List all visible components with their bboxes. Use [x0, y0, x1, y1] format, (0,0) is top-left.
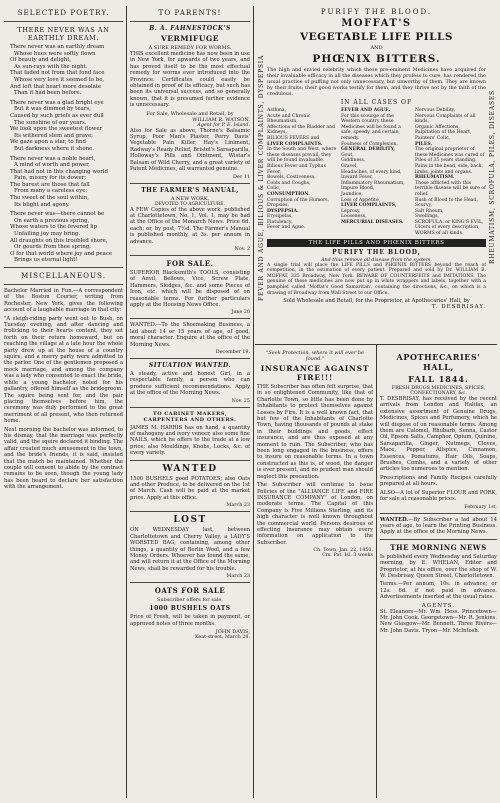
poem-line: Of beauty and delight,: [10, 57, 72, 64]
ad-subtitle: DEVOTED TO AGRICULTURE.: [155, 201, 225, 207]
case-item: GENERAL DEBILITY,: [341, 147, 395, 153]
case-item: Impure Blood,: [341, 186, 375, 192]
divider: [130, 255, 250, 256]
ad-title-life-pills: VEGETABLE LIFE PILLS: [300, 31, 453, 43]
case-item: Gravel,: [341, 163, 358, 169]
ad-title-lost: LOST: [173, 515, 207, 526]
ad-title-wanted: WANTED: [162, 463, 218, 474]
case-item: Nervous Debility,: [415, 108, 456, 113]
ad-body: THIS excellent medicine has now been in use in New York, for upwards of two years, and has proved itself to be the most effectual remedy for worms ever introduced into the Province. Certificates could easily be obtained in proof of its efficacy, but such has been its universal success, and so generally known, that it is presumed further evidence is unnecessary.: [130, 51, 250, 109]
ad-footer-subtitle: And thus remove all disease from the system.: [321, 257, 432, 263]
ad-body: A steady, active and honest Girl, in a respectable family, a person who can produce sufficient recommendations. Apply at the office of the Morning News.: [130, 371, 250, 397]
ad-title-for-sale: FOR SALE.: [166, 258, 214, 268]
poem-line: The sweet of the soul within,: [10, 195, 89, 202]
ad-quote: "Seek Protection, where it will ever be found.": [266, 350, 364, 362]
case-item: CONSUMPTION.: [267, 191, 310, 197]
ad-body: A FEW Copies of the above work, published at Charlottetown, No. 1, Vol. 1, may be had at the Office of the Monarch News. Price 6d. each; or, by post, 7½d. The Farmer's Manual is published monthly, at 3s. per annum in advance.: [130, 206, 250, 245]
ad-body: ALSO—A lot of Superior FLOUR and PORK, for sale at reasonable prices.: [380, 489, 497, 503]
ad-agent-sub: Agent for P. E. Island.: [197, 122, 250, 128]
case-item: Bowels, Costiveness,: [267, 175, 316, 181]
masthead-morning-news: THE MORNING NEWS: [390, 542, 487, 552]
case-item: Corruption of the Humors,: [267, 197, 330, 203]
vertical-side-text-right: RHEUMATISM, SCROFULA, PILES, DISEASES: [489, 90, 496, 265]
divider: [130, 582, 250, 583]
ad-sale-line: For Sale, Wholesale and Retail, by: [146, 110, 234, 117]
ad-date: Dec 11: [233, 174, 250, 180]
poem-line: There never was—there cannot be: [10, 211, 105, 218]
ad-title-insurance: INSURANCE AGAINST FIRE!!!: [260, 364, 370, 382]
article-paragraph: "A sleigh-riding party went out to Bush, on Tuesday evening, and after dancing and frolicking to their hearts content, they set forth on their return homeward, but on reaching the village at a late hour the whole party drew up at the house of a country squire, and a merry party were admitted to the parlor. One of the gentlemen proposed a mock marriage, and among the company was a lady who consented to enact the bride, while a young bachelor, noted for his gallantry, offered himself as the bridegroom. The squire being sent for, and the pair placing themselves before him, the ceremony was duly performed to the great merriment of all present, who then returned home.: [4, 315, 123, 425]
divider: [380, 539, 497, 540]
ad-sold-line: Sold Wholesale and Retail, for the Proprietor, at Apothecaries' Hall, by: [283, 298, 470, 305]
cases-column-left: [267, 108, 338, 237]
ad-subtitle: Subscriber offers for sale,: [157, 597, 223, 604]
case-item: MERCURIAL DISEASES.: [341, 219, 404, 225]
agents-list: St. Eleanors—Mr. Wm. Hess. Princetown—Mr. John Cook. Georgetown—Mr. R. Jenkins. New Glasgow—Mr. Bennett. Three Rivers—Mr. John Davis. Tryon—Mr. McIntosh.: [380, 608, 497, 634]
ad-title-vermifuge: VERMIFUGE: [160, 34, 220, 43]
ad-body: THE Subscriber has often felt surprise, that in so enlightened Community, like that of Charlotte Town, so little has been done by Inhabitants to protect themselves against Losses by Fire. It is a well known fact, that but few of the Inhabitants of Charlotte Town, having thousands of pounds at stake in their buildings and goods, effect insurance, and are thus exposed at any moment to ruin. The Subscriber, who has been long engaged in the business, offers to insure on reasonable terms. In a town constructed as this is, of wood, the danger is ever present, and no prudent man should neglect this precaution.: [257, 384, 373, 480]
poem-line: Whose hues were softly flown: [14, 50, 96, 57]
ad-body: Also for Sale as above, Thorne's Balsamic Syrup, Poor Man's Plaster, Perry Davis' Vegetable Pain Killer, Hay's Liniment, Radway's Ready Relief, Bristol's Sarsaparilla, Holloway's Pills and Ointment, Wistar's Balsam of Wild Cherry, and a great variety of Patent Medicines, all warranted genuine.: [130, 127, 250, 173]
ad-body: 1500 BUSHELS good POTATOES; also Oats and other Produce, to be delivered on the 1st of March. Cash will be paid at the market price. Apply at this office.: [130, 475, 250, 501]
case-item: The original proprietor of these Medicines was cured of Piles of 35 years standing.: [415, 147, 485, 164]
ad-banner: PURIFY THE BLOOD.: [320, 8, 433, 16]
poem-line: Unfailing joy may bring.: [14, 231, 81, 238]
case-item: Loss of Appetite,: [341, 197, 381, 203]
publication-terms: Terms.—Per annum, 10s. in advance; or 12s. 6d. if not paid in advance. Advertisements inserted at the usual rates.: [380, 581, 497, 601]
poem-line: We gaze upon a star, to find: [10, 139, 86, 146]
poem-line: But darkness where it shone.: [14, 145, 94, 152]
ad-wanted-shoemaking: WANTED.—To the Shoemaking Business, a lad about 14 or 15 years of age, of good, moral character. Enquire at the office of the Morning News.: [130, 322, 250, 348]
poem-body: [4, 44, 123, 264]
divider: [4, 21, 123, 22]
ad-footer-body: A single trial will place the LIFE PILLS and PHŒNIX BITTERS beyond the reach of competition, in the estimation of every patient. Prepared and sold by Dr. WILLIAM B. MOFFAT, 335 Broadway, New York. BEWARE OF COUNTERFEITS and IMITATIONS. The genuine of these medicines are now put up in white wrappers and labels, together with a pamphlet called 'Moffat's Good Samaritan', containing the directions, &c., on which is a drawing of Broadway from Wall Street to our Office.: [267, 262, 486, 296]
divider: [130, 318, 250, 319]
poem-line: From many a careless eye;: [14, 188, 88, 195]
article-paragraph: Bachelor Married in Fun.—A correspondent of the Boston Courier, writing from Rochester, New York, gives the following account of a laughable marriage in that city:: [4, 288, 123, 314]
case-item: Looseness,: [341, 214, 367, 220]
case-item: Giddiness,: [341, 158, 366, 164]
ad-title-oats: OATS FOR SALE: [154, 586, 226, 596]
divider: [4, 284, 123, 285]
poem-line: As sun-rays with the night.: [14, 63, 88, 70]
case-item: RHEUMATISM.: [415, 175, 455, 181]
column-advertisements: [130, 8, 250, 798]
case-item: BILIOUS FEVERS and: [267, 135, 320, 141]
poem-stanza: [4, 156, 123, 209]
case-item: Nervous Complaints of all kinds,: [415, 113, 476, 125]
ad-date: Ch. Town, Jan. 22, 1850.: [313, 548, 373, 554]
poem-line: There never was a glad bright eye: [10, 99, 104, 106]
ad-date: March 23: [226, 503, 250, 509]
case-item: Erysipelas,: [267, 214, 293, 220]
section-header-miscellaneous: MISCELLANEOUS.: [20, 271, 107, 280]
case-item: Fever and Ague.: [267, 225, 306, 231]
ad-footer-banner: THE LIFE PILLS AND PHŒNIX BITTERS: [267, 239, 486, 247]
case-item: Pains in the head, side, back, limbs, joints and organs.: [415, 163, 483, 175]
case-item: Colic,: [267, 186, 281, 192]
column-insurance: [257, 350, 373, 798]
case-item: Organic Affections,: [415, 124, 460, 130]
ad-brand-moffat: MOFFAT'S: [341, 18, 412, 29]
poem-line: But it was dimmed by tears,: [14, 106, 91, 113]
ad-apothecaries-date: FALL 1844.: [408, 374, 469, 384]
section-header-parents: TO PARENTS!: [158, 8, 222, 17]
ad-date: June 20: [231, 310, 250, 316]
ad-date: Nov. 2: [234, 246, 250, 252]
ad-cases-list: [267, 108, 486, 237]
case-item: LIVER COMPLAINTS,: [341, 203, 397, 209]
ad-title-apothecaries: APOTHECARIES' HALL,: [396, 352, 481, 372]
poem-line: A mind of worth and power,: [14, 162, 90, 169]
case-item: Headaches, of every kind,: [341, 169, 402, 175]
ad-footer-subtitle: PURIFY THE BLOOD,: [332, 248, 421, 256]
poem-line: And left that heart more desolate: [10, 83, 102, 90]
poem-line: Whose very love it seemed to be,: [14, 76, 105, 83]
ad-signature: JOHN DAVIS,: [215, 628, 250, 635]
ad-subtitle: A NEW WORK,: [170, 195, 210, 202]
poem-line: Or gourds from thee spring;: [14, 244, 92, 251]
case-item: Jaundice,: [341, 191, 363, 197]
poem-line: There never was an earthly dream: [10, 44, 105, 50]
ad-body: ON WEDNESDAY last, between Charlottetown and Cherry Valley, a LADY'S WORSTED BAG, containing, among other things, a quantity of Berlin Wool, and a few Money Orders. Whoever has found the same, and will return it at the Office of the Morning News, shall be rewarded for his trouble.: [130, 527, 250, 572]
case-item: Inflammatory Rheumatism,: [341, 180, 405, 186]
column-rule-2: [253, 6, 254, 798]
column-rule-1: [126, 6, 127, 798]
poem-line: Than it had been before.: [14, 90, 82, 97]
vertical-side-text-left: FEVER AND AGUE, BILIOUS & LIVER COMPLAINTS, DYSPEPSIA: [258, 54, 265, 301]
case-item: PILES.: [415, 141, 433, 147]
ad-and: AND: [370, 45, 383, 51]
column-poetry: [4, 8, 123, 798]
article-paragraph: Next morning the bachelor was informed, to his dismay, that the marriage was perfectly valid, and the squire declared it binding. The affair created much amusement in the town, and the bride's friends, it is said, insisted that the match be maintained. Whether the couple will consent to abide by the contract remains to be seen, though the young lady has been heard to declare her satisfaction with the arrangement.: [4, 426, 123, 491]
ad-title-phoenix-bitters: PHŒNIX BITTERS.: [312, 53, 441, 65]
poem-stanza: [4, 100, 123, 153]
divider: [130, 358, 250, 359]
ad-subtitle: A SURE REMEDY FOR WORMS.: [148, 45, 232, 51]
ad-body: Price of Fresh, will be taken in payment, or approved notes of three months.: [130, 614, 250, 627]
case-item: Swellings,: [415, 214, 439, 220]
case-item: Flatulency,: [267, 219, 293, 225]
case-item: Leprosy,: [341, 208, 361, 214]
case-item: Colds and Coughs,: [267, 180, 311, 186]
ad-body: Prescriptions and Family Recipes carefully prepared at all hours.: [380, 474, 497, 488]
ad-sold-name: T. DESBRISAY.: [431, 304, 486, 311]
column-apothecaries: [380, 350, 497, 798]
ad-brand: B. A. FAHNESTOCK'S: [149, 25, 231, 32]
case-item: Dropsies,: [267, 203, 289, 209]
ad-intro: The high and envied celebrity which these pre-eminent Medicines have acquired for their invaluable efficacy in all the diseases which they profess to cure, has rendered the usual practice of puffing not only unnecessary, but unworthy of them. They are known by their fruits; their good works testify for them, and they thrive not by the faith of the credulous.: [267, 67, 486, 97]
case-item: SCROFULA, or KING'S EVIL,: [415, 219, 484, 225]
ad-subtitle: FRESH DRUGS MEDICINES, SPICES, CONFECTIONARY, &c.: [391, 386, 486, 396]
column-rule-3: [376, 345, 377, 798]
ad-date: February 1st.: [464, 504, 497, 510]
poem-line: There never was a noble heart,: [10, 155, 96, 162]
case-item: Acute and Chronic Rheumatism,: [267, 113, 311, 125]
poem-line: Whose waters to the fevered lip: [10, 224, 98, 231]
ad-title-cabinet-makers: TO CABINET MAKERS, CARPENTERS AND OTHERS.: [143, 410, 237, 423]
case-item: LIVER COMPLAINTS.: [267, 141, 323, 147]
case-item: DYSPEPSIA.: [267, 208, 299, 214]
case-item: WORMS of all kinds.: [415, 231, 464, 237]
case-item: For this scourge of the Western country these Medicines will be found a safe, speedy, and certain remedy.: [341, 113, 401, 141]
poem-line: The sunshine of our years.: [14, 119, 87, 126]
cases-column-right: [415, 108, 486, 237]
case-item: Painters' Colic,: [415, 135, 451, 141]
poem-title: THERE NEVER WAS AN EARTHLY DREAM.: [17, 26, 110, 42]
case-item: Foulness of Complexion,: [341, 141, 398, 147]
ad-oats-quantity: 1000 BUSHELS OATS: [149, 605, 231, 613]
horizontal-rule-medicine: [255, 344, 497, 345]
case-item: Affections of the Bladder and Kidneys,: [267, 124, 336, 136]
poem-line: On earth a previous spring,: [14, 217, 90, 224]
poem-line: O for that world where joy and peace: [10, 250, 113, 257]
poem-stanza: [4, 211, 123, 264]
agents-header: AGENTS.: [421, 602, 456, 609]
case-item: Ulcers of every description,: [415, 225, 480, 231]
poem-line: That had not in this changing world: [10, 168, 108, 175]
case-item: Scurvy,: [415, 203, 432, 209]
ad-date: Nov. 25: [231, 398, 250, 404]
divider: [130, 460, 250, 461]
ad-date: December 19.: [215, 350, 250, 355]
poem-line: The barest are those that fall: [10, 181, 90, 188]
ad-title-farmers-manual: THE FARMER'S MANUAL,: [141, 186, 239, 194]
divider: [130, 511, 250, 512]
case-item: Those afflicted with this terrible disease will be sure of relief.: [415, 180, 486, 197]
case-item: Asthma,: [267, 108, 287, 113]
case-item: Bilious Fever and Typhus Fever,: [267, 163, 326, 175]
divider: [4, 267, 123, 268]
poem-stanza: [4, 44, 123, 97]
divider: [130, 407, 250, 408]
poem-line: All draughts on this troubled shore,: [10, 237, 108, 244]
section-header-poetry: SELECTED POETRY.: [17, 8, 110, 17]
poem-line: Its withered stem and grave;: [14, 132, 93, 139]
ad-body: SUPERIOR Blacksmith's TOOLS, consisting of Anvil, Bellows, Vice, Screw Plate, Hammers, Sledges, &c. and some Pieces of Iron, etc. which will be disposed of on reasonable terms. For further particulars apply at the Housing News Office.: [130, 269, 250, 308]
moffat-advertisement: [267, 8, 486, 342]
case-item: Palpitation of the Heart,: [415, 130, 472, 136]
ad-cases-header: IN ALL CASES OF: [340, 99, 413, 106]
case-item: Salt Rheum,: [415, 208, 444, 214]
case-item: FEVER AND AGUE.: [341, 108, 391, 113]
case-item: Rush of Blood to the Head,: [415, 197, 478, 203]
poem-line: That faded not from that fond face: [10, 70, 105, 77]
ad-body: T. DESBRISAY, has received by the recent arrivals from London and Halifax, an extensive assortment of Genuine Drugs, Medicines, Spices and Perfumery, which he will dispose of on reasonable terms. Among them are Calomel, Rhubarb, Senna, Castor Oil, Epsom Salts, Camphor, Opium, Quinine, Sarsaparilla, Ginger, Nutmegs, Cloves, Mace, Pepper, Allspice, Cinnamon, Essences, Pomatums, Hair Oils, Soaps, Brushes, Combs, and a variety of other articles too numerous to mention.: [380, 396, 497, 473]
ad-date: March 23: [226, 574, 250, 580]
poem-line: Caused by such griefs as ever dull: [10, 112, 104, 119]
ad-date: Cm. Pat. Isl. 3 weeks: [322, 553, 373, 559]
case-item: Inward Fever,: [341, 175, 374, 181]
ad-wanted-printing: WANTED.—By Subscriber a lad about 14 years of age, to learn the Printing Business. Apply at the office of the Morning News.: [380, 516, 497, 536]
poem-line: We look upon the sweetest flower: [10, 126, 103, 133]
divider: [130, 21, 250, 22]
ad-agent: WILLIAM R. WATSON,: [192, 116, 250, 123]
poem-line: Brings us eternal light!: [14, 257, 78, 264]
publication-notice: Is published every Wednesday and Saturday morning, by E. WHELAN, Editor and Proprietor, at his office, over the shop of W. W. Desbrisay, Queen Street, Charlottetown.: [380, 553, 497, 579]
ad-body: JAMES M. HARRIS has on hand, a quantity of mahogany and ivory veneer, also some fine NAILS, which he offers to the trade at a low price; also Mouldings, Knobs, Locks, &c. of every variety.: [130, 424, 250, 457]
ad-body: The Subscriber will continue to issue Policies of the "ALLIANCE LIFE and FIRE INSURANCE COMPANY" of London, on moderate terms. The Capital of this Company is Five Millions Sterling, and its high character is well known throughout the commercial world. Persons desirous of effecting Insurance may obtain every information on application to the Subscriber.: [257, 482, 373, 546]
ad-title-situation-wanted: SITUATION WANTED.: [148, 362, 232, 369]
poem-line: Its blight and agony.: [14, 201, 70, 208]
cases-column-middle: [341, 108, 412, 237]
ad-date: Keat-street, March 28.: [194, 634, 250, 640]
divider: [130, 183, 250, 184]
case-item: Gout,: [341, 152, 354, 158]
divider: [380, 513, 497, 514]
case-item: In the South and West, where these diseases prevail, they will be found invaluable.: [267, 147, 337, 164]
poem-line: Pain, misery for its dower;: [14, 175, 87, 182]
